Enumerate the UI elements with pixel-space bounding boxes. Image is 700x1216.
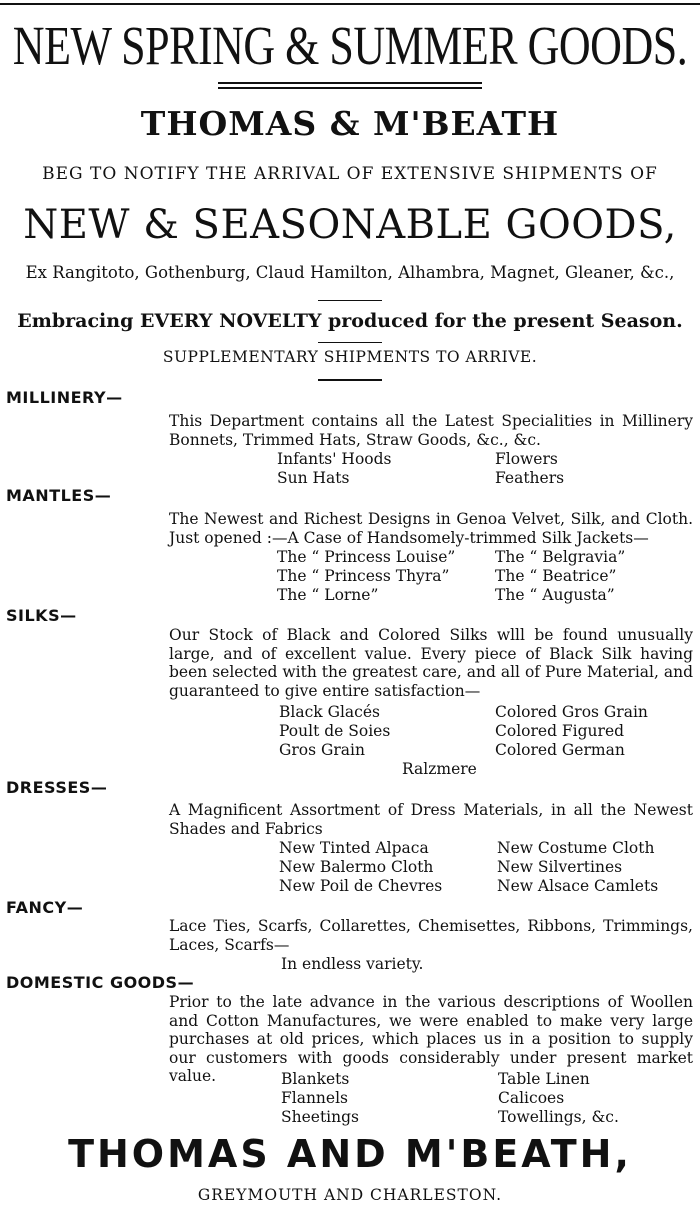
- dresses-item: New Tinted Alpaca: [279, 839, 429, 857]
- dresses-item: New Costume Cloth: [497, 839, 655, 857]
- section-title-fancy: FANCY—: [6, 898, 84, 917]
- section-title-millinery: MILLINERY—: [6, 388, 123, 407]
- domestic-item: Blankets: [281, 1070, 350, 1088]
- domestic-description: Prior to the late advance in the various descriptions of Woollen and Cotton Manufactures, we were enabled to make very large purchases at old prices, which places us in a position to supply our customers with goods considerably under present market value.: [169, 993, 693, 1085]
- dresses-item: New Silvertines: [497, 858, 623, 876]
- section-title-silks: SILKS—: [6, 606, 77, 625]
- mantles-item: The “ Princess Louise”: [277, 548, 456, 566]
- supp-rule-bottom: [318, 379, 382, 381]
- domestic-item: Towellings, &c.: [498, 1108, 619, 1126]
- fancy-extra-item: In endless variety.: [281, 955, 424, 973]
- domestic-item: Sheetings: [281, 1108, 359, 1126]
- dresses-item: New Alsace Camlets: [497, 877, 659, 895]
- ships-line: Ex Rangitoto, Gothenburg, Claud Hamilton, Alhambra, Magnet, Gleaner, &c.,: [25, 263, 675, 282]
- supplementary-line: SUPPLEMENTARY SHIPMENTS TO ARRIVE.: [162, 348, 538, 366]
- novelty-line: Embracing EVERY NOVELTY produced for the present Season.: [17, 310, 683, 332]
- dresses-item: New Poil de Chevres: [279, 877, 443, 895]
- silks-description: Our Stock of Black and Colored Silks wlll be found unusually large, and of excellent value. Every piece of Black Silk having been selected with the greatest care, and all of Pure Material, and guaranteed to give entire satisfaction—: [169, 626, 693, 700]
- millinery-item: Sun Hats: [277, 469, 350, 487]
- millinery-item: Infants' Hoods: [277, 450, 392, 468]
- mantles-item: The “ Lorne”: [277, 586, 379, 604]
- mantles-item: The “ Augusta”: [495, 586, 615, 604]
- domestic-item: Calicoes: [498, 1089, 565, 1107]
- firm-name: THOMAS & M'BEATH: [140, 104, 560, 143]
- millinery-item: Feathers: [495, 469, 565, 487]
- supp-rule-top: [318, 342, 382, 343]
- silks-item: Colored Gros Grain: [495, 703, 648, 721]
- millinery-item: Flowers: [495, 450, 558, 468]
- silks-item: Black Glacés: [279, 703, 380, 721]
- dresses-item: New Balermo Cloth: [279, 858, 434, 876]
- domestic-item: Table Linen: [498, 1070, 590, 1088]
- millinery-description: This Department contains all the Latest Specialities in Millinery Bonnets, Trimmed Hats, Straw Goods, &c., &c.: [169, 412, 693, 449]
- headline: NEW SPRING & SUMMER GOODS.: [12, 15, 688, 77]
- mantles-item: The “ Belgravia”: [495, 548, 626, 566]
- towns-line: GREYMOUTH AND CHARLESTON.: [197, 1186, 503, 1204]
- section-title-domestic: DOMESTIC GOODS—: [6, 973, 195, 992]
- dresses-description: A Magnificent Assortment of Dress Materials, in all the Newest Shades and Fabrics: [169, 801, 693, 838]
- notify-line: BEG TO NOTIFY THE ARRIVAL OF EXTENSIVE SHIPMENTS OF: [42, 164, 658, 184]
- section-title-dresses: DRESSES—: [6, 778, 108, 797]
- new-goods-heading: NEW & SEASONABLE GOODS,: [23, 202, 677, 248]
- headline-rule-top: [218, 82, 482, 84]
- section-title-mantles: MANTLES—: [6, 486, 112, 505]
- silks-item: Colored Figured: [495, 722, 625, 740]
- silks-item: Gros Grain: [279, 741, 365, 759]
- fancy-description: Lace Ties, Scarfs, Collarettes, Chemisettes, Ribbons, Trimmings, Laces, Scarfs—: [169, 917, 693, 954]
- silks-item: Colored German: [495, 741, 625, 759]
- silks-item: Poult de Soies: [279, 722, 391, 740]
- mantles-item: The “ Beatrice”: [495, 567, 617, 585]
- headline-rule-bottom: [218, 87, 482, 89]
- mantles-description: The Newest and Richest Designs in Genoa Velvet, Silk, and Cloth. Just opened :—A Case of Handsomely-trimmed Silk Jackets—: [169, 510, 693, 547]
- footer-firm-name: THOMAS AND M'BEATH,: [68, 1132, 632, 1176]
- domestic-item: Flannels: [281, 1089, 349, 1107]
- top-rule: [0, 3, 700, 5]
- novelty-rule: [318, 300, 382, 301]
- silks-extra-item: Ralzmere: [402, 760, 477, 778]
- mantles-item: The “ Princess Thyra”: [277, 567, 450, 585]
